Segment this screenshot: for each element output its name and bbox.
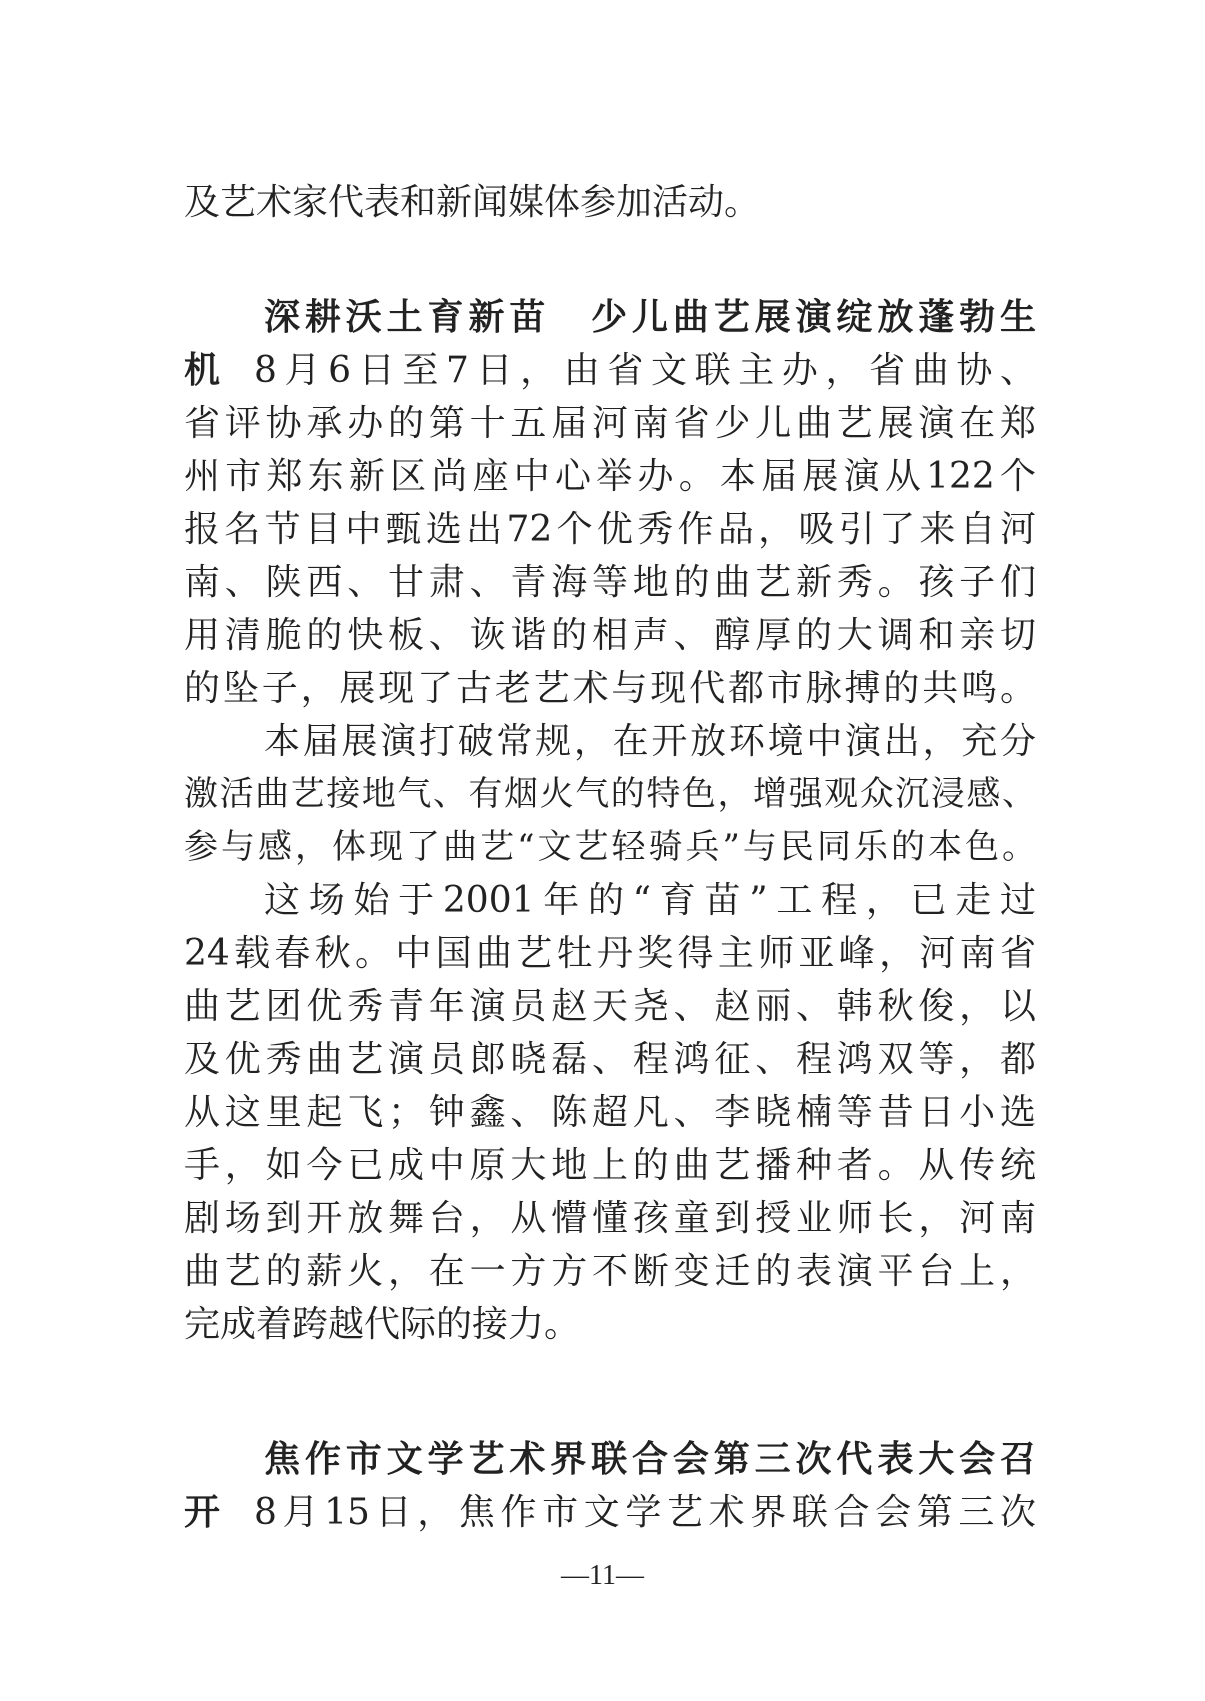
- text-line: 从这里起飞；钟鑫、陈超凡、李晓楠等昔日小选: [184, 1092, 1036, 1133]
- text-line: [184, 1486, 1036, 1539]
- text-line: 手，如今已成中原大地上的曲艺播种者。从传统: [184, 1145, 1036, 1186]
- text-line: 的坠子，展现了古老艺术与现代都市脉搏的共鸣。: [184, 668, 1036, 709]
- text-line: 本届展演打破常规，在开放环境中演出，充分: [264, 721, 1036, 762]
- page-number: —11—: [561, 1560, 644, 1591]
- text-line: 及艺术家代表和新闻媒体参加活动。: [184, 182, 761, 223]
- text-line: 曲艺团优秀青年演员赵天尧、赵丽、韩秋俊，以: [184, 986, 1036, 1027]
- text-line: 参与感，体现了曲艺“文艺轻骑兵”与民同乐的本色。: [184, 827, 1036, 867]
- text-line: 及优秀曲艺演员郎晓磊、程鸿征、程鸿双等，都: [184, 1039, 1036, 1080]
- text-line: 24载春秋。中国曲艺牡丹奖得主师亚峰，河南省: [184, 933, 1036, 974]
- text-line: 州市郑东新区尚座中心举办。本届展演从122个: [184, 456, 1036, 497]
- text-line: 曲艺的薪火，在一方方不断变迁的表演平台上，: [184, 1251, 1036, 1292]
- heading-tail: 开: [184, 1492, 221, 1533]
- section-heading: 深耕沃土育新苗 少儿曲艺展演绽放蓬勃生: [264, 297, 1036, 338]
- heading-tail: 机: [184, 350, 221, 391]
- text-line: [184, 344, 1036, 397]
- text-line: 这场始于2001年的“育苗”工程，已走过: [264, 880, 1036, 921]
- text-line: 南、陕西、甘肃、青海等地的曲艺新秀。孩子们: [184, 562, 1036, 603]
- text-line: 激活曲艺接地气、有烟火气的特色，增强观众沉浸感、: [184, 774, 1036, 814]
- text-line: 省评协承办的第十五届河南省少儿曲艺展演在郑: [184, 403, 1036, 444]
- text-line: 剧场到开放舞台，从懵懂孩童到授业师长，河南: [184, 1198, 1036, 1239]
- text-line: 报名节目中甄选出72个优秀作品，吸引了来自河: [184, 509, 1036, 550]
- section-heading: 焦作市文学艺术界联合会第三次代表大会召: [264, 1439, 1036, 1480]
- text-run: 8月15日，焦作市文学艺术界联合会第三次: [254, 1492, 1036, 1533]
- text-line: 用清脆的快板、诙谐的相声、醇厚的大调和亲切: [184, 615, 1036, 656]
- text-line: 完成着跨越代际的接力。: [184, 1304, 581, 1345]
- text-run: 8月6日至7日，由省文联主办，省曲协、: [254, 350, 1036, 391]
